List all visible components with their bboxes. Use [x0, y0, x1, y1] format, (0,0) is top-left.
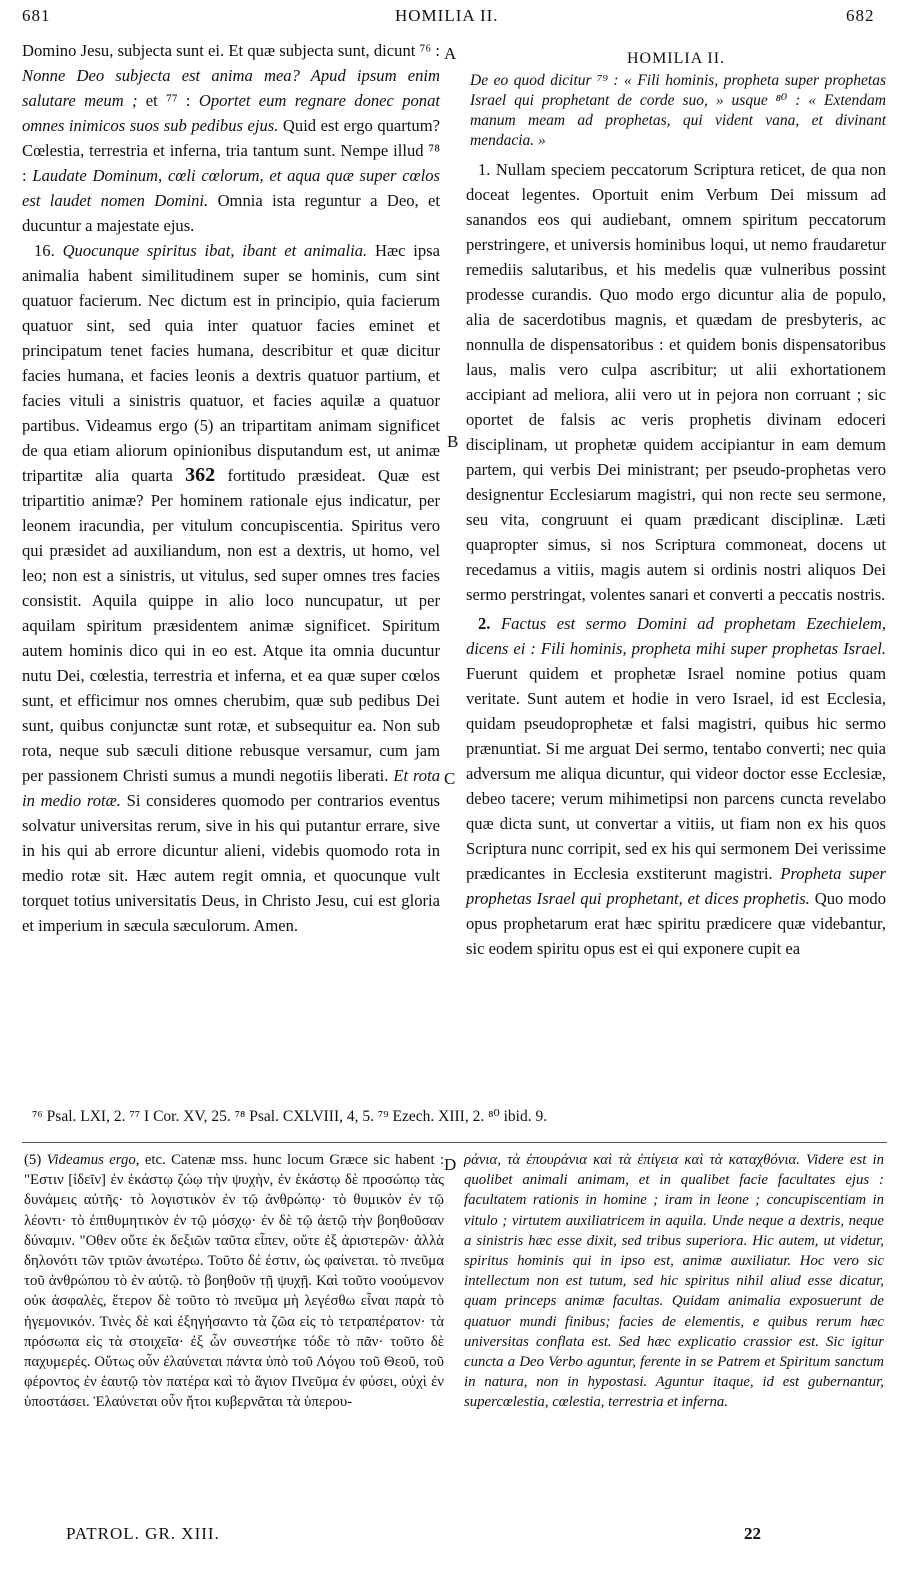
page-number-right: 682 — [846, 6, 875, 25]
homily-summary: De eo quod dicitur ⁷⁹ : « Fili hominis, propheta super prophetas Israel qui prophetant de corde suo, » usque ⁸⁰ : « Extendam manum meam ad prophetas, qui vident vana, et divinant mendacia. » — [470, 72, 886, 149]
running-title: HOMILIA II. — [395, 6, 499, 25]
note-right: ράνια, τὰ ἐπουράνια καὶ τὰ ἐπίγεια καὶ τὰ καταχθόνια. Videre est in quolibet animali animam, et in qualibet facie facultates ejus : facultatem rationis in homine ; iram in leone ; concupiscentiam in vitulo ; virtutem auxiliatricem in aquila. Unde neque a dextris, neque a sinistris hæc esse dixit, sed tribus superiora. Hic autem, ut videtur, spiritus hominis qui in ipso est, animæ auxiliatur. Hoc vero sic intellectum non est tutum, sed hic spiritus nihil aliud esse dicatur, quam princeps animæ facultas. Quidam animalia exposuerunt de quatuor mundi finibus; facies de elementis, e quibus rerum hæc universitas conflata est. Sed hæc explicatio crassior est. Sic igitur cuncta a Deo Verbo aguntur, ferente in se Patrem et Spiritum sanctum in natura, non in hypostasi. Aguntur itaque, id est gubernantur, supercœlestia, cœlestia, terrestria et inferna. — [464, 1152, 884, 1411]
right-paragraph-2: 2. Factus est sermo Domini ad prophetam Ezechielem, dicens ei : Fili hominis, propheta mihi super prophetas Israel. Fuerunt quidem et prophetæ Israel nomine potius quam veritate. Sunt autem et hodie in vero Israel, id est Ecclesia, quidam pseudoprophetæ et falsi magistri, quibus hic sermo prænuntiat. Si me arguat Dei sermo, tentabo converti; nec quia adversum me aliqua dicuntur, qui videor doctor esse Ecclesiæ, debeo tacere; verum mihimetipsi non parcens cuncta revelabo quæ dicta sunt, ut convertar a vitiis, ut fiam non ex his quos Scriptura nunc corripit, sed ex his qui sermonem Dei verissime prædicantes in Ecclesia exstiterunt magistri. Propheta super prophetas Israel qui prophetant, et dices prophetis. Quo modo opus prophetarum erat hæc spiritu prædicere quæ videbantur, sic eodem spiritu opus est ei qui exponere cupit ea — [466, 614, 887, 958]
column-number-362: 362 — [185, 464, 216, 486]
homily-title: HOMILIA II. — [626, 50, 726, 67]
note-left: (5) Videamus ergo, etc. Catenæ mss. hunc locum Græce sic habent : "Εστιν [ἰδεῖν] ἐν ἑκάστῳ ζώῳ τὴν ψυχὴν, ἐν ἑκάστῳ δὲ προσώπῳ τὰς δυνάμεις αὐτῆς· τὸ λογιστικὸν ἐν τῷ ἀνθρώπῳ· τὸ θυμικὸν ἐν τῷ λέοντι· τὸ ἐπιθυμητικὸν ἐν τῷ μόσχῳ· ἐν δὲ τῷ ἀετῷ τὴν βοηθοῦσαν δύναμιν. "Οθεν οὔτε ἐκ δεξιῶν ταῦτα εἶπεν, οὔτε ἐξ ἀριστερῶν· ἀλλὰ δηλονότι τῶν τριῶν ἀνωτέρω. Τοῦτο δέ ἐστιν, ὡς φαίνεται. τὸ πνεῦμα τοῦ ἀνθρώπου τὸ ἐν αὐτῷ. τὸ βοηθοῦν τῇ ψυχῇ. Καὶ τοῦτο νοούμενον οὐκ ἀσφαλὲς, ἕτερον δὲ τοῦτο τὸ πνεῦμα μὴ λεγέσθω εἶναι παρὰ τὸ ἡγεμονικόν. Τινὲς δὲ καὶ ἐξηγήσαντο τὰ ζῶα εἰς τὸ τετραπέρατον· τὰ πρόσωπα εἰς τὰ στοιχεῖα· ἐξ ὧν συνεστήκε τόδε τὸ πᾶν· τοῦτο δὲ παχυμερές. Οὕτως οὖν ἐλαύνεται πάντα ὑπὸ τοῦ Λόγου τοῦ Θεοῦ, τοῦ φέροντος ἐν ἑαυτῷ τὸν πατέρα καὶ τὸ ἅγιον Πνεῦμα ἐν φύσει, οὐχὶ ἐν ὑποστάσει. Ἐλαύνεται οὖν ἤτοι κυβερνᾶται τὰ ὑπερου- — [24, 1152, 445, 1411]
page-number-left: 681 — [22, 6, 51, 25]
left-column — [22, 38, 440, 938]
footer-series: PATROL. GR. XIII. — [66, 1524, 220, 1543]
margin-marker-c: C — [444, 769, 456, 788]
left-paragraph-16: 16. Quocunque spiritus ibat, ibant et animalia. Hæc ipsa animalia habent similitudinem super se hominis, cum sint quatuor facierum. Nec dictum est in principio, quia facierum quatuor sint, sed quia inter quatuor facies eminet et principatum tenet facies humana, describitur et quæ dicitur facies humana, et facies leonis a dextris quatuor partium, et facies vituli a sinistris quatuor, et facies aquilæ a quatuor partibus. Videamus ergo (5) an tripartitam animam significet de qua etiam aliorum opinionibus disputandum est, ut animæ tripartitæ alia quarta 362 fortitudo præsideat. Quæ est tripartitio animæ? Per hominem rationale ejus indicatur, per leonem iracundia, per vitulum concupiscentia. Spiritus vero qui præsidet ad auxiliandum, non est a dextris, ut homo, vel leo; non est a sinistris, ut vitulus, sed super omnes tres facies consistit. Aquila quippe in alio loco nuncupatur, ut per aquilam spiritum præsidentem animæ significet. Spiritum autem hominis dico qui in eo est. Atque ita omnia ducuntur nutu Dei, cœlestia, terrestria et inferna, et ea quæ super cœlos sunt, et efficimur nos omnes cherubim, quæ sub pedibus Dei sunt, quibus conjunctæ sunt rotæ, et subsequitur ea. Non sub rota, neque sub sæculi ditione rebusque versamur, cum jam per passionem Christi sumus a mundi negotiis liberati. Et rota in medio rotæ. Si consideres quomodo per contrarios eventus solvatur universitas rerum, sive in his qui putantur errare, sive in his qui ab errore dicuntur alieni, videbis quomodo rota in medio rotæ sit. Hæc autem regit omnia, et quocunque vult torquet totius universitatis Deus, in Christo Jesu, cui est gloria et imperium in sæcula sæculorum. Amen. — [22, 241, 440, 935]
footer-signature: 22 — [744, 1524, 761, 1543]
right-paragraph-1: 1. Nullam speciem peccatorum Scriptura reticet, de qua non doceat legentes. Oportuit enim Verbum Dei missum ad sanandos eos qui audiebant, omnem spiritum peccatorum perstringere, et universis hominibus loqui, ut nemo fraudaretur remediis salutaribus, et his medelis quæ vulneribus possint prodesse curandis. Quo modo ergo dicuntur alia de populo, alia de sacerdotibus magnis, et quædam de presbyteris, ac nonnulla de dispensatoribus : et quidem bonis dispensatoribus laus, malis vero culpa ascribitur; ut alii exhortationem accipiant ad meliora, alii vero ut in pejora non corruant ; sic oportet de falsis ac veris prophetis divinam edoceri disciplinam, ut prophetæ quidem accipiantur in eam demum partem, qui verbis Dei ministrant; per pseudo-prophetas vero designentur Ecclesiarum magistri, qui non recte seu sermone, seu vita, congruunt ei quam prædicant disciplinæ. Læti quapropter simus, si nos Scriptura commoneat, docens ut recedamus a vitiis, magis autem si ordinis nostri aliquos Dei sermo perstringat, volentes sanari et converti a peccatis nostris. — [466, 160, 886, 604]
margin-marker-a: A — [444, 44, 457, 63]
divider-line — [22, 1142, 887, 1143]
left-paragraph-1: Domino Jesu, subjecta sunt ei. Et quæ subjecta sunt, dicunt ⁷⁶ : Nonne Deo subjecta est anima mea? Apud ipsum enim salutare meum ; et ⁷⁷ : Oportet eum regnare donec ponat omnes inimicos suos sub pedibus ejus. Quid est ergo quartum? Cœlestia, terrestria et inferna, tria tantum sunt. Nempe illud ⁷⁸ : Laudate Dominum, cœli cœlorum, et aqua quæ super cœlos est laudet nomen Domini. Omnia ista reguntur a Deo, et ducuntur a majestate ejus. — [22, 41, 440, 235]
margin-marker-d: D — [444, 1155, 457, 1174]
margin-marker-b: B — [447, 432, 459, 451]
footnote-references: ⁷⁶ Psal. LXI, 2. ⁷⁷ I Cor. XV, 25. ⁷⁸ Psal. CXLVIII, 4, 5. ⁷⁹ Ezech. XIII, 2. ⁸⁰ ibid. 9. — [32, 1108, 548, 1125]
right-column — [466, 46, 886, 961]
